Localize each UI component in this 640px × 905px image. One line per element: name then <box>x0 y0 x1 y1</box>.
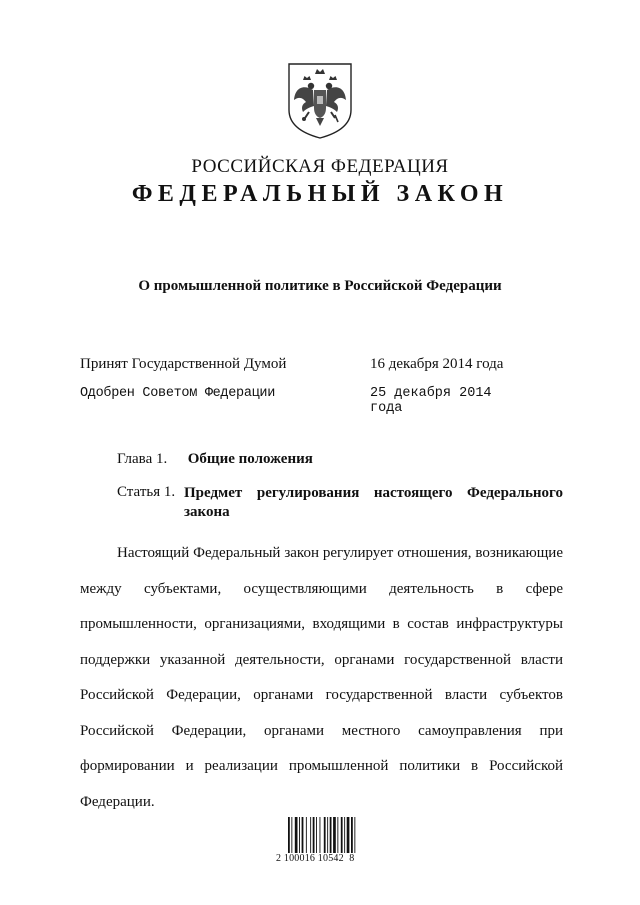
coat-of-arms-icon <box>285 60 355 140</box>
article-title: Предмет регулирования настоящего Федерального закона <box>184 485 563 520</box>
adoption-label: Принят Государственной Думой <box>80 356 287 372</box>
law-type: ФЕДЕРАЛЬНЫЙ ЗАКОН <box>131 181 509 207</box>
article-heading <box>117 484 563 522</box>
chapter-title: Общие положения <box>187 451 313 467</box>
barcode-number: 2 100016 10542 8 <box>276 853 355 864</box>
adoption-row-council <box>80 386 520 416</box>
adoption-label: Одобрен Советом Федерации <box>80 386 276 401</box>
barcode-icon <box>288 817 356 853</box>
law-title: О промышленной политике в Российской Федерации <box>138 278 502 294</box>
adoption-date: 25 декабря 2014 года <box>370 386 492 416</box>
article-body: Настоящий Федеральный закон регулирует отношения, возникающие между субъектами, осуществляющими деятельность в сфере промышленности, организациями, входящими в состав инфраструктуры поддержки указанной деятельности, органами государственной власти Российской Федерации, органами государственной власти субъектов Российской Федерации, органами местного самоуправления при формировании и реализации промышленной политики в Российской Федерации. <box>80 545 563 810</box>
adoption-date: 16 декабря 2014 года <box>370 356 504 372</box>
chapter-heading <box>117 451 313 468</box>
country-name: РОССИЙСКАЯ ФЕДЕРАЦИЯ <box>191 156 449 177</box>
chapter-number: Глава 1. <box>117 451 168 467</box>
adoption-row-duma <box>80 356 520 373</box>
article-number: Статья 1. <box>117 484 176 500</box>
